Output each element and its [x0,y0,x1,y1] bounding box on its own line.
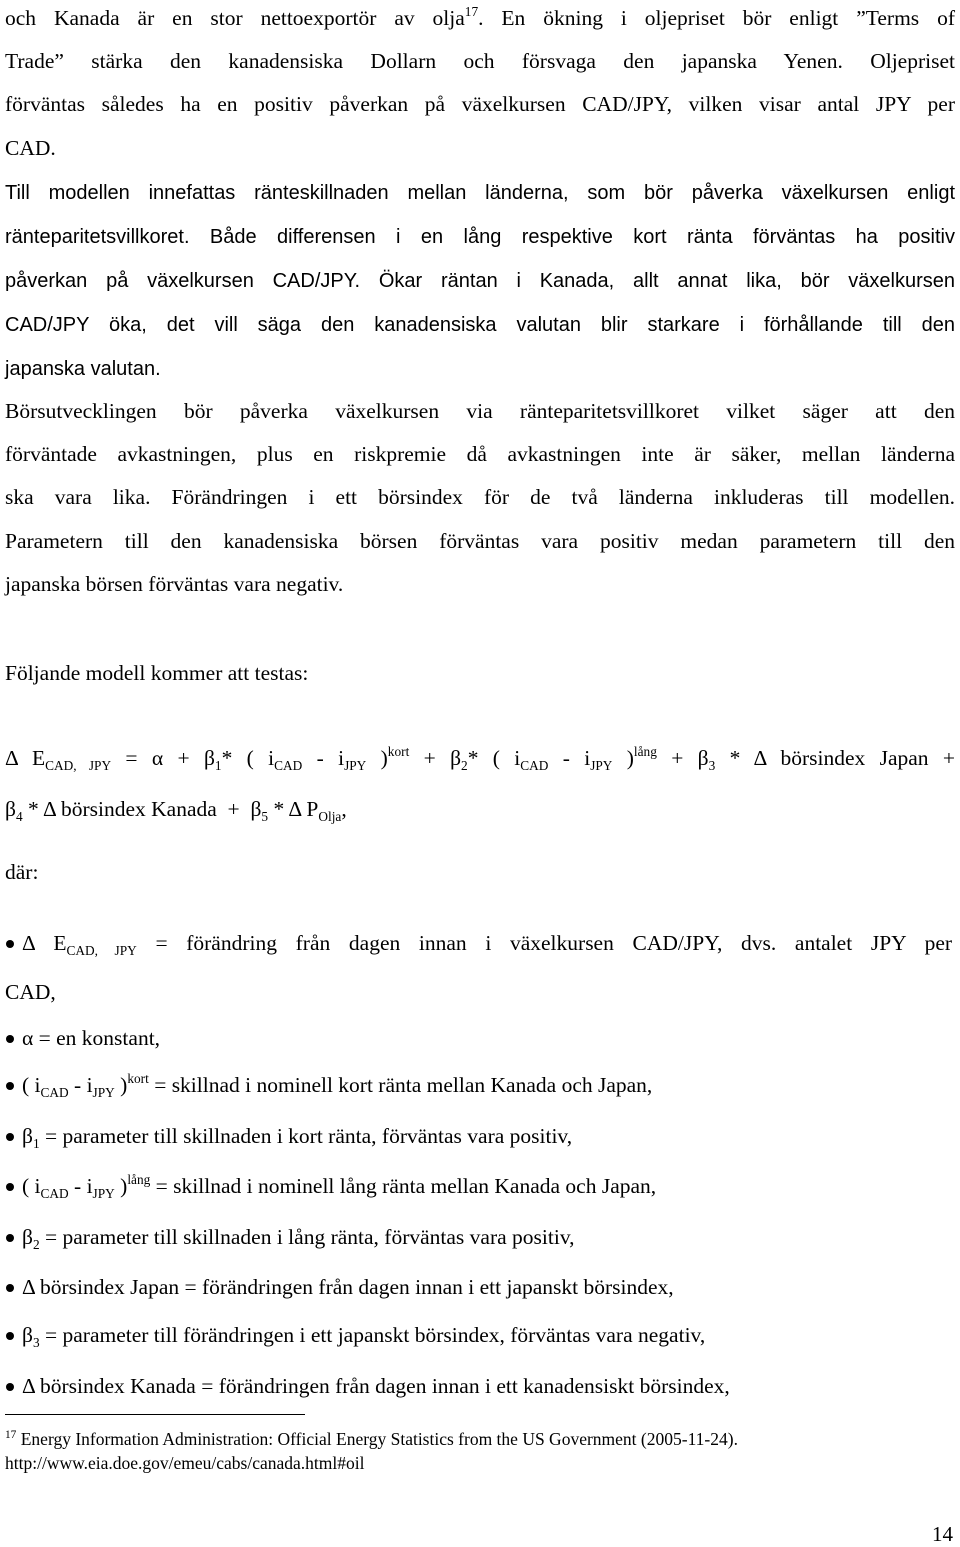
formula-term: börsindex Japan [780,746,929,770]
list-item [22,1223,952,1251]
definition-text: börsindex Kanada = förändringen från dagen innan i ett kanadensiskt börsindex, [40,1374,730,1398]
formula-term: ) [380,746,388,770]
definition-text: = parameter till förändringen i ett japanskt börsindex, förväntas vara negativ, [45,1323,706,1347]
bullet-icon [6,1234,14,1242]
dar-label: där: [5,860,39,884]
formula-term: * ( i [221,746,275,770]
definition-text: = förändring från dagen innan i växelkursen CAD/JPY, dvs. antalet JPY per [155,931,953,955]
paragraph-oil-line-2: Trade” stärka den kanadensiska Dollarn och försvaga den japanska Yenen. Oljepriset [5,49,955,73]
delta-symbol: Δ [22,1374,35,1398]
formula-sub: CAD, JPY [45,757,112,773]
plus: + [423,746,436,770]
formula-sub: JPY [344,757,367,773]
bullet-icon [6,1035,14,1043]
definition-text: = parameter till skillnaden i lång ränta, förväntas vara positiv, [45,1225,575,1249]
page-number: 14 [932,1522,953,1546]
list-item [22,1372,952,1400]
delta-symbol: Δ [753,746,767,770]
formula-var-e: E [53,931,67,955]
definition-text: = skillnad i nominell kort ränta mellan Kanada och Japan, [154,1073,653,1097]
paragraph-stock-line-2: förväntade avkastningen, plus en riskpremie då avkastningen inte är säker, mellan länderna [5,442,955,466]
delta-symbol: Δ [22,931,35,955]
formula-term: ) [626,746,634,770]
alpha-symbol: α [151,746,164,770]
list-item: ( $i_{CAD} - i_{JPY}$ )$^{lång}$ = skillnad i nominell lång ränta mellan Kanada och Japan, [22,1172,657,1201]
formula-sub: CAD [274,757,303,773]
definition-text: = parameter till skillnaden i kort ränta, förväntas vara positiv, [45,1124,573,1148]
formula-sub: 2 [32,1236,40,1252]
formula-sub: 1 [32,1135,40,1151]
beta-symbol: β [5,797,16,821]
formula-term: - i [74,1073,93,1097]
formula-term: * [273,797,285,821]
list-item: ( $i_{CAD} - i_{JPY}$ )$^{kort}$ = skillnad i nominell kort ränta mellan Kanada och Japan, [22,1071,653,1100]
paragraph-stock-line-5: japanska börsen förväntas vara negativ. [5,572,344,596]
list-item [22,1273,952,1301]
formula-sub: 3 [32,1334,40,1350]
beta-symbol: β [22,1225,33,1249]
footnote-ref: 17 [464,4,479,20]
paragraph-stock-line-1: Börsutvecklingen bör påverka växelkursen via ränteparitetsvillkoret vilket säger att den [5,399,955,423]
formula-sub: JPY [92,1185,115,1201]
list-item [22,1321,952,1349]
bullet-icon [6,1183,14,1191]
bullet-icon [6,1332,14,1340]
delta-symbol: Δ [22,1275,35,1299]
footnote-rule [5,1414,305,1415]
paragraph-oil-line-3: förväntas således ha en positiv påverkan på växelkursen CAD/JPY, vilken visar antal JPY per [5,92,955,116]
equals: = [125,746,138,770]
formula-sub: CAD, JPY [66,942,137,958]
formula-term: - i [74,1174,93,1198]
text: . En ökning i oljepriset bör enligt ”Terms of [478,6,955,30]
formula-sub: Olja [318,808,342,824]
formula-term: - i [316,746,345,770]
paragraph-stock-line-3: ska vara lika. Förändringen i ett börsindex för de två länderna inkluderas till modellen. [5,485,955,509]
bullet-icon [6,1383,14,1391]
formula-sub: 5 [261,808,269,824]
list-item: α = en konstant, [22,1026,161,1050]
paragraph-rate-line-5: japanska valutan. [5,358,161,380]
text: och Kanada är en stor nettoexportör av olja [5,6,465,30]
bullet-icon [6,940,14,948]
plus: + [942,746,956,770]
formula-sub: CAD [40,1185,69,1201]
formula-sub: 1 [214,757,222,773]
formula-sub: CAD [520,757,549,773]
formula-sub: 4 [15,808,23,824]
paragraph-oil-line-1 [5,4,955,32]
bullet-icon [6,1082,14,1090]
model-intro: Följande modell kommer att testas: [5,661,309,685]
delta-symbol: Δ [288,797,302,821]
list-item [22,929,952,957]
beta-symbol: β [250,797,262,821]
formula-sup: lång [633,744,657,760]
beta-symbol: β [697,746,709,770]
footnote [5,1428,738,1450]
delta-symbol: Δ [42,797,56,821]
formula-line-1 [5,744,955,772]
plus: + [177,746,190,770]
formula-term: ) [120,1174,128,1198]
formula-term: , [341,797,347,821]
footnote-number: 17 [5,1428,17,1441]
beta-symbol: β [22,1124,33,1148]
beta-symbol: β [203,746,215,770]
footnote-link[interactable]: http://www.eia.doe.gov/emeu/cabs/canada.html#oil [5,1453,365,1473]
list-item [22,1122,952,1150]
paragraph-rate-line-3: påverkan på växelkursen CAD/JPY. Ökar räntan i Kanada, allt annat lika, bör växelkursen [5,270,955,292]
formula-sup: kort [127,1071,149,1087]
formula-line-2 [5,795,955,823]
bullet-icon [6,1284,14,1292]
footnote-text: Energy Information Administration: Official Energy Statistics from the US Government (2005-11-24). [20,1429,738,1449]
formula-term: - i [562,746,591,770]
definition-text: = skillnad i nominell lång ränta mellan Kanada och Japan, [155,1174,657,1198]
plus: + [671,746,684,770]
paragraph-stock-line-4: Parametern till den kanadensiska börsen förväntas vara positiv medan parametern till den [5,529,955,553]
formula-sub: JPY [92,1084,115,1100]
formula-sub: JPY [590,757,613,773]
formula-term: * [28,797,39,821]
formula-sup: lång [127,1172,151,1188]
beta-symbol: β [450,746,462,770]
formula-term: ) [120,1073,128,1097]
paragraph-oil-line-4: CAD. [5,136,56,160]
formula-term: * ( i [467,746,521,770]
paragraph-rate-line-4: CAD/JPY öka, det vill säga den kanadensiska valutan blir starkare i förhållande till den [5,314,955,336]
formula-sub: 2 [461,757,468,773]
paragraph-rate-line-1: Till modellen innefattas ränteskillnaden mellan länderna, som bör påverka växelkursen enligt [5,182,955,204]
list-item-continuation: CAD, [5,980,56,1004]
formula-term: * [729,746,741,770]
definition-text: börsindex Japan = förändringen från dagen innan i ett japanskt börsindex, [40,1275,674,1299]
formula-sub: 3 [708,757,716,773]
formula-var-e: E [31,746,46,770]
formula-sup: kort [387,744,410,760]
paragraph-rate-line-2: ränteparitetsvillkoret. Både differensen i en lång respektive kort ränta förväntas ha positiv [5,226,955,248]
formula-var-p: P [306,797,319,821]
delta-symbol: Δ [5,746,18,770]
beta-symbol: β [22,1323,33,1347]
formula-term: börsindex Kanada [60,797,217,821]
plus: + [227,797,240,821]
formula-sub: CAD [40,1084,69,1100]
bullet-icon [6,1133,14,1141]
